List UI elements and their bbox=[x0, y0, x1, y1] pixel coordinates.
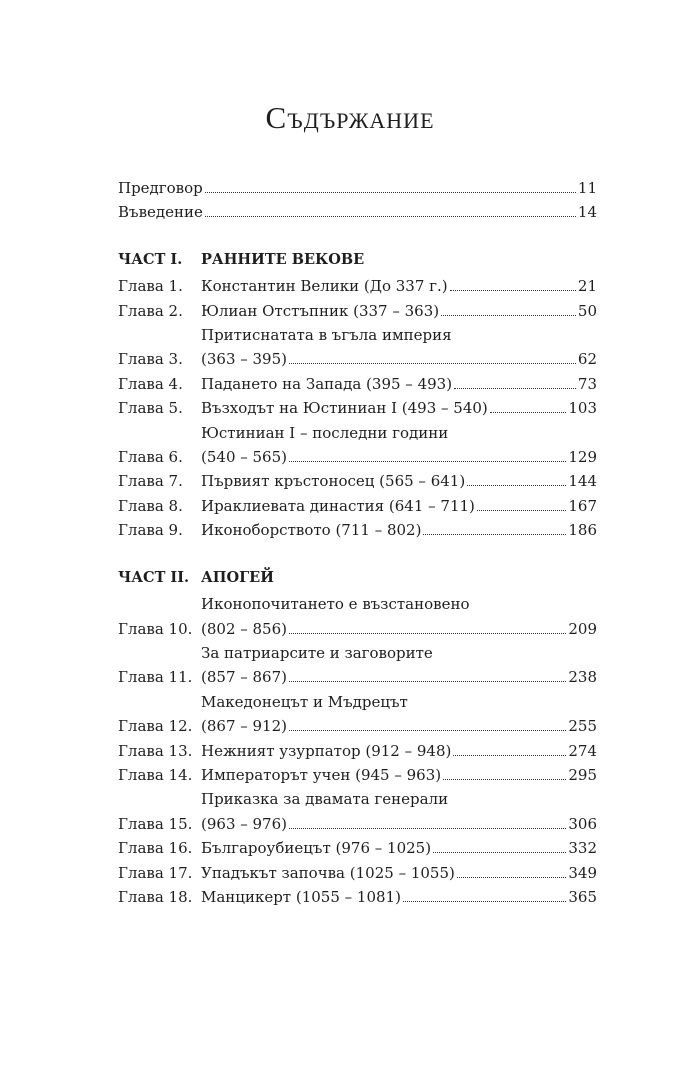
dot-leader bbox=[450, 290, 576, 291]
chapter-label: Глава 15. bbox=[118, 814, 193, 833]
chapter-title: Нежният узурпатор (912 – 948) bbox=[201, 741, 452, 760]
chapter-title: Императорът учен (945 – 963) bbox=[201, 765, 442, 784]
chapter-label: Глава 16. bbox=[118, 839, 193, 858]
page-number: 209 bbox=[568, 619, 597, 638]
part-label: ЧАСТ II. bbox=[118, 568, 190, 586]
chapter-label: Глава 2. bbox=[118, 301, 183, 320]
chapter-title: Юстиниан I – последни години bbox=[201, 423, 449, 442]
dot-leader bbox=[433, 852, 566, 853]
page-number: 167 bbox=[568, 496, 597, 515]
chapter-title: Българоубиецът (976 – 1025) bbox=[201, 839, 432, 858]
toc-entry-chapter[interactable] bbox=[118, 592, 597, 641]
chapter-title: Упадъкът започва (1025 – 1055) bbox=[201, 863, 455, 882]
chapter-label: Глава 7. bbox=[118, 472, 183, 491]
dot-leader bbox=[205, 216, 576, 217]
toc-entry-chapter[interactable] bbox=[118, 861, 597, 885]
part-label: ЧАСТ I. bbox=[118, 250, 183, 268]
page-number: 365 bbox=[568, 887, 597, 906]
dot-leader bbox=[477, 510, 566, 511]
chapter-label: Глава 11. bbox=[118, 668, 193, 687]
page-number: 332 bbox=[568, 839, 597, 858]
chapter-title: (540 – 565) bbox=[201, 448, 288, 467]
chapter-label: Глава 17. bbox=[118, 863, 193, 882]
dot-leader bbox=[443, 779, 566, 780]
entry-title: Въведение bbox=[118, 203, 203, 222]
chapter-title: Константин Велики (До 337 г.) bbox=[201, 277, 448, 296]
dot-leader bbox=[289, 633, 566, 634]
page-title: Съдържание bbox=[265, 100, 435, 135]
chapter-title: Възходът на Юстиниан I (493 – 540) bbox=[201, 399, 488, 418]
page-number: 255 bbox=[568, 717, 597, 736]
dot-leader bbox=[490, 412, 567, 413]
part-heading bbox=[118, 248, 597, 272]
page-number: 274 bbox=[568, 741, 597, 760]
chapter-title: Падането на Запада (395 – 493) bbox=[201, 374, 453, 393]
table-of-contents bbox=[118, 176, 597, 909]
dot-leader bbox=[467, 485, 566, 486]
dot-leader bbox=[289, 828, 566, 829]
chapter-label: Глава 3. bbox=[118, 350, 183, 369]
page-number: 349 bbox=[568, 863, 597, 882]
chapter-label: Глава 9. bbox=[118, 521, 183, 540]
entry-title: Предговор bbox=[118, 179, 203, 197]
toc-entry-chapter[interactable] bbox=[118, 885, 597, 909]
chapter-title: Ираклиевата династия (641 – 711) bbox=[201, 496, 475, 515]
page-number: 295 bbox=[568, 765, 597, 784]
chapter-title: Първият кръстоносец (565 – 641) bbox=[201, 472, 466, 491]
chapter-label: Глава 5. bbox=[118, 399, 183, 418]
page-number: 238 bbox=[568, 668, 597, 687]
chapter-label: Глава 10. bbox=[118, 619, 193, 638]
chapter-title: Манцикерт (1055 – 1081) bbox=[201, 887, 401, 906]
dot-leader bbox=[289, 461, 566, 462]
toc-entry-chapter[interactable] bbox=[118, 690, 597, 739]
chapter-label: Глава 4. bbox=[118, 374, 183, 393]
chapter-title: За патриарсите и заговорите bbox=[201, 643, 433, 662]
dot-leader bbox=[289, 730, 566, 731]
page-number: 50 bbox=[577, 301, 597, 320]
chapter-label: Глава 12. bbox=[118, 717, 193, 736]
dot-leader bbox=[205, 192, 576, 193]
chapter-title: Македонецът и Мъдрецът bbox=[201, 692, 408, 711]
page-number: 21 bbox=[577, 277, 597, 296]
dot-leader bbox=[453, 755, 566, 756]
dot-leader bbox=[289, 363, 576, 364]
toc-entry-preface[interactable] bbox=[118, 176, 597, 200]
toc-entry-chapter[interactable] bbox=[118, 299, 597, 323]
dot-leader bbox=[457, 877, 567, 878]
toc-entry-introduction[interactable] bbox=[118, 200, 597, 224]
toc-entry-chapter[interactable] bbox=[118, 518, 597, 542]
chapter-title: (867 – 912) bbox=[201, 717, 288, 736]
chapter-title: Иконоборството (711 – 802) bbox=[201, 521, 422, 540]
chapter-label: Глава 13. bbox=[118, 741, 193, 760]
chapter-title: (802 – 856) bbox=[201, 619, 288, 638]
toc-entry-chapter[interactable] bbox=[118, 469, 597, 493]
toc-entry-chapter[interactable] bbox=[118, 323, 597, 372]
dot-leader bbox=[423, 534, 566, 535]
chapter-label: Глава 18. bbox=[118, 887, 193, 906]
toc-entry-chapter[interactable] bbox=[118, 421, 597, 470]
dot-leader bbox=[403, 901, 566, 902]
dot-leader bbox=[454, 388, 576, 389]
toc-entry-chapter[interactable] bbox=[118, 494, 597, 518]
part-title: АПОГЕЙ bbox=[201, 568, 274, 586]
chapter-title: Притиснатата в ъгъла империя bbox=[201, 326, 452, 345]
chapter-label: Глава 6. bbox=[118, 448, 183, 467]
page-number: 11 bbox=[577, 179, 597, 197]
toc-entry-chapter[interactable] bbox=[118, 372, 597, 396]
dot-leader bbox=[289, 681, 566, 682]
toc-entry-chapter[interactable] bbox=[118, 787, 597, 836]
part-title: РАННИТЕ ВЕКОВЕ bbox=[201, 250, 365, 268]
toc-entry-chapter[interactable] bbox=[118, 739, 597, 763]
page-number: 129 bbox=[568, 448, 597, 467]
chapter-title: (857 – 867) bbox=[201, 668, 288, 687]
chapter-label: Глава 1. bbox=[118, 277, 183, 296]
parts-list bbox=[118, 248, 597, 910]
page-number: 186 bbox=[568, 521, 597, 540]
toc-entry-chapter[interactable] bbox=[118, 836, 597, 860]
page-number: 62 bbox=[577, 350, 597, 369]
dot-leader bbox=[441, 315, 576, 316]
chapter-title: (963 – 976) bbox=[201, 814, 288, 833]
page-number: 73 bbox=[577, 374, 597, 393]
page-number: 103 bbox=[568, 399, 597, 418]
chapter-label: Глава 8. bbox=[118, 496, 183, 515]
page-number: 144 bbox=[568, 472, 597, 491]
chapter-label: Глава 14. bbox=[118, 765, 193, 784]
chapter-title: Юлиан Отстъпник (337 – 363) bbox=[201, 301, 440, 320]
toc-entry-chapter[interactable] bbox=[118, 274, 597, 298]
toc-entry-chapter[interactable] bbox=[118, 641, 597, 690]
toc-entry-chapter[interactable] bbox=[118, 396, 597, 420]
page-number: 306 bbox=[568, 814, 597, 833]
page-number: 14 bbox=[577, 203, 597, 222]
chapter-title: (363 – 395) bbox=[201, 350, 288, 369]
part-heading bbox=[118, 566, 597, 590]
toc-entry-chapter[interactable] bbox=[118, 763, 597, 787]
chapter-title: Иконопочитането е възстановено bbox=[201, 595, 470, 614]
chapter-title: Приказка за двамата генерали bbox=[201, 790, 449, 809]
